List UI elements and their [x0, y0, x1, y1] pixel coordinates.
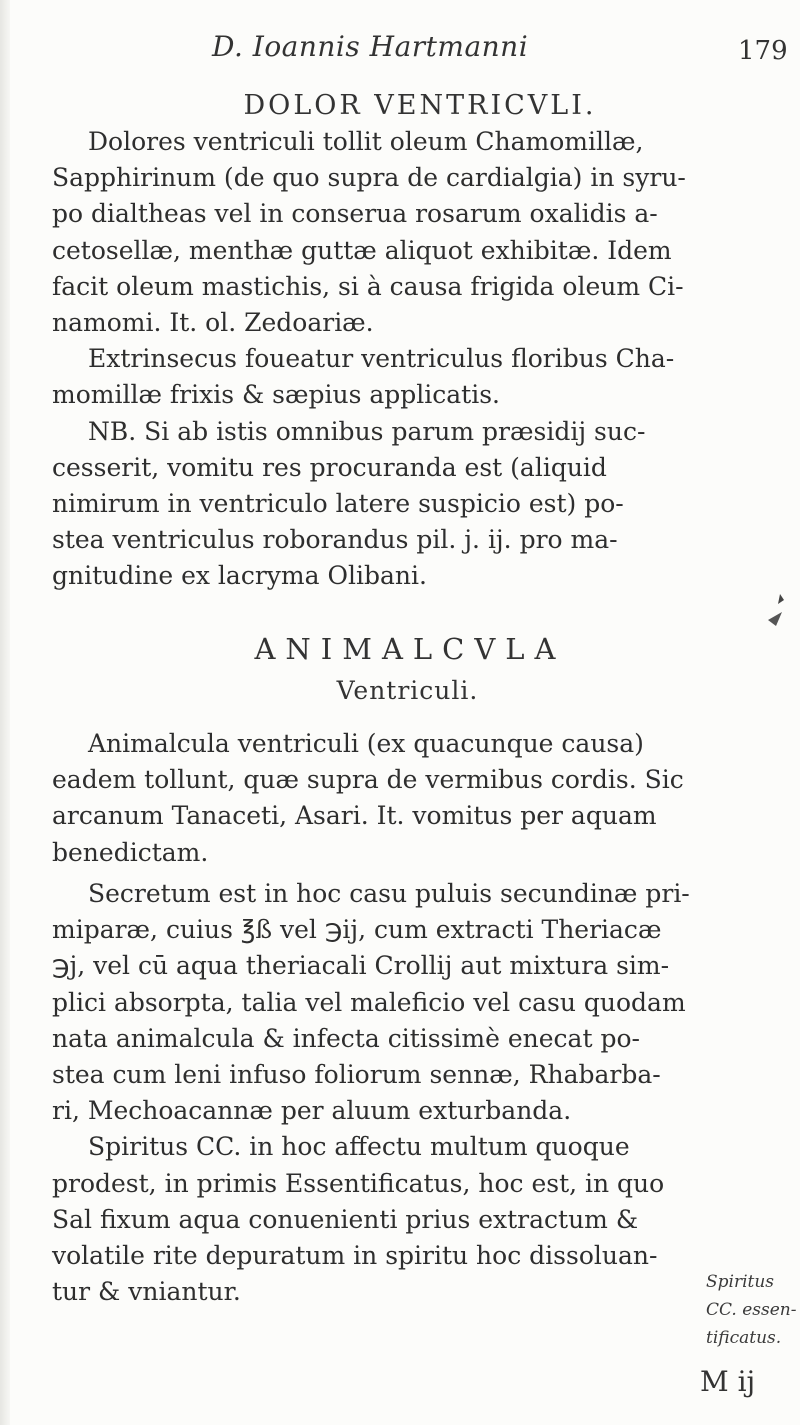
text-line: benedictam. — [52, 837, 209, 867]
dolor-paragraphs — [52, 124, 764, 594]
text-line: nata animalcula & infecta citissimè enecat po- — [52, 1023, 640, 1053]
animalcula-paragraphs-2 — [52, 876, 764, 1310]
text-line: facit oleum mastichis, si à causa frigida oleum Ci- — [52, 271, 684, 301]
text-line: Spiritus CC. in hoc affectu multum quoque — [88, 1132, 630, 1162]
text-line: plici absorpta, talia vel maleficio vel casu quodam — [52, 987, 686, 1017]
running-head — [0, 30, 800, 70]
text-line: gnitudine ex lacryma Olibani. — [52, 561, 427, 591]
text-line: arcanum Tanaceti, Asari. It. vomitus per aquam — [52, 801, 657, 831]
text-line: namomi. It. ol. Zedoariæ. — [52, 307, 374, 337]
marginal-note-line: CC. essen- — [706, 1300, 797, 1320]
text-line: po dialtheas vel in conserua rosarum oxalidis a- — [52, 199, 658, 229]
text-line: Extrinsecus foueatur ventriculus floribus Cha- — [88, 344, 675, 374]
text-line: nimirum in ventriculo latere suspicio est) po- — [52, 488, 624, 518]
text-line: cesserit, vomitu res procuranda est (aliquid — [52, 452, 607, 482]
signature-mark: M ij — [700, 1365, 756, 1398]
section-heading-dolor-ventriculi: DOLOR VENTRICVLI. — [243, 90, 597, 121]
text-line: Dolores ventriculi tollit oleum Chamomillæ, — [88, 127, 644, 156]
text-line: stea ventriculus roborandus pil. j. ij. pro ma- — [52, 525, 618, 555]
text-line: volatile rite depuratum in spiritu hoc dissoluan- — [52, 1240, 658, 1270]
text-line: stea cum leni infuso foliorum sennæ, Rhabarba- — [52, 1059, 661, 1089]
page-number: 179 — [738, 36, 788, 66]
text-line: Animalcula ventriculi (ex quacunque causa) — [88, 729, 644, 758]
marginal-note-line: Spiritus — [706, 1272, 775, 1292]
text-line: NB. Si ab istis omnibus parum præsidij suc- — [88, 416, 646, 446]
text-line: prodest, in primis Essentificatus, hoc est, in quo — [52, 1168, 665, 1198]
marginal-note-line: tificatus. — [706, 1328, 782, 1348]
text-line: Sapphirinum (de quo supra de cardialgia) in syru- — [52, 163, 686, 193]
text-line: cetosellæ, menthæ guttæ aliquot exhibitæ. Idem — [52, 235, 672, 265]
section-heading-animalcula: ANIMALCVLA — [254, 632, 566, 666]
ink-smudge-icon — [760, 590, 790, 640]
text-line: momillæ frixis & sæpius applicatis. — [52, 380, 500, 410]
text-line: ri, Mechoacannæ per aluum exturbanda. — [52, 1096, 572, 1126]
page-gutter-edge — [0, 0, 10, 1425]
text-line: tur & vniantur. — [52, 1277, 241, 1307]
text-line: eadem tollunt, quæ supra de vermibus cordis. Sic — [52, 765, 684, 795]
text-line: miparæ, cuius ℥ß vel ℈ij, cum extracti Theriacæ — [52, 915, 662, 945]
text-line: Sal fixum aqua conuenienti prius extractum & — [52, 1204, 639, 1234]
text-line: Secretum est in hoc casu puluis secundinæ pri- — [88, 879, 690, 908]
running-title: D. Ioannis Hartmanni — [212, 30, 529, 63]
text-line: ℈j, vel cū aqua theriacali Crollij aut mixtura sim- — [52, 951, 670, 981]
animalcula-paragraphs-1 — [52, 726, 764, 871]
section-subheading-ventriculi: Ventriculi. — [336, 676, 479, 705]
